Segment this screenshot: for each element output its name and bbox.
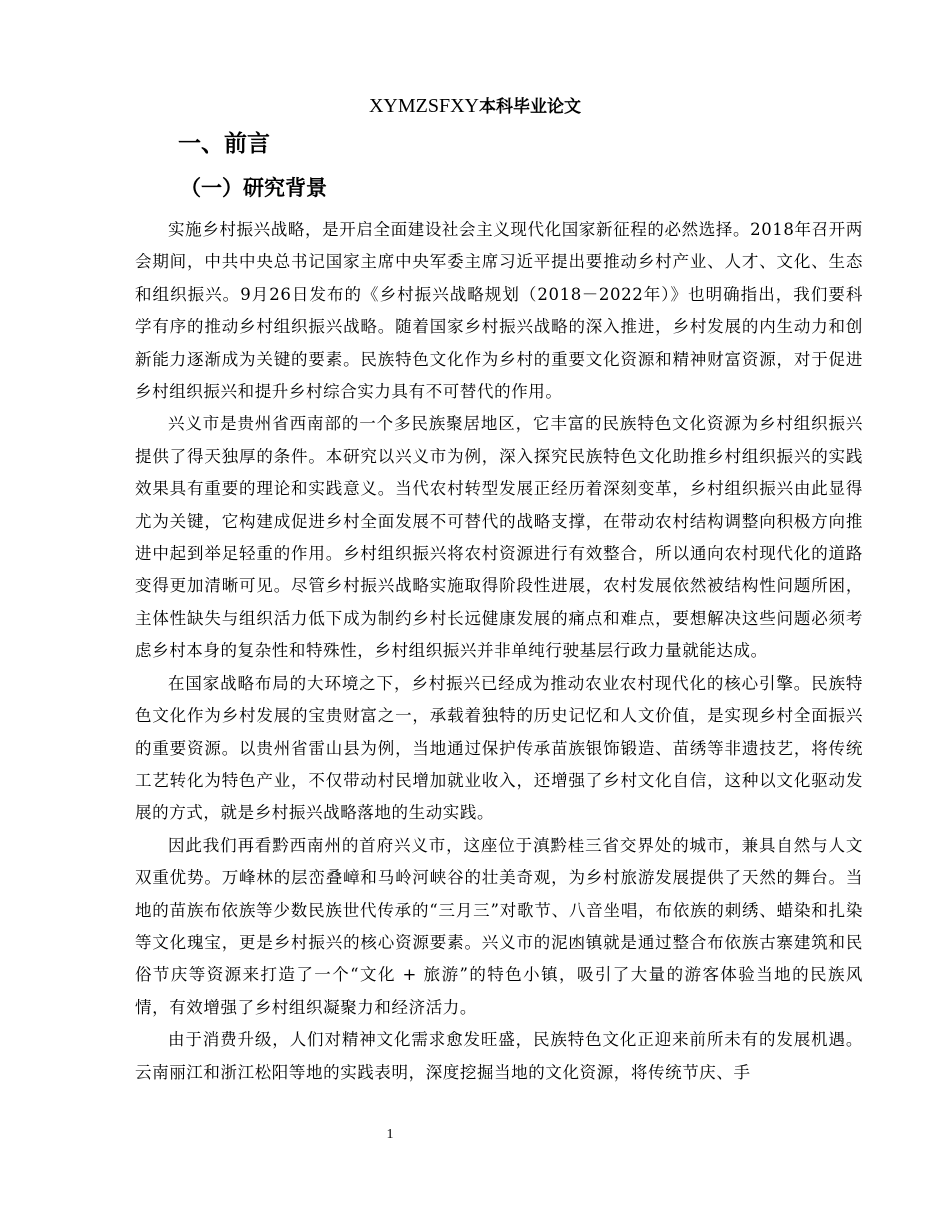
section-title: 一、前言 bbox=[178, 131, 270, 157]
body-text bbox=[135, 214, 863, 1089]
paragraph: 因此我们再看黔西南州的首府兴义市，这座位于滇黔桂三省交界处的城市，兼具自然与人文双重优势。万峰林的层峦叠嶂和马岭河峡谷的壮美奇观，为乡村旅游发展提供了天然的舞台。当地的苗族布依族等少数民族世代传承的“三月三”对歌节、八音坐唱，布依族的刺绣、蜡染和扎染等文化瑰宝，更是乡村振兴的核心资源要素。兴义市的泥凼镇就是通过整合布依族古寨建筑和民俗节庆等资源来打造了一个“文化 + 旅游”的特色小镇，吸引了大量的游客体验当地的民族风情，有效增强了乡村组织凝聚力和经济活力。 bbox=[135, 835, 863, 1017]
page-header bbox=[0, 92, 950, 120]
page-number: 1 bbox=[386, 1127, 394, 1142]
paragraph: 在国家战略布局的大环境之下，乡村振兴已经成为推动农业农村现代化的核心引擎。民族特色文化作为乡村发展的宝贵财富之一，承载着独特的历史记忆和人文价值，是实现乡村全面振兴的重要资源。以贵州省雷山县为例，当地通过保护传承苗族银饰锻造、苗绣等非遗技艺，将传统工艺转化为特色产业，不仅带动村民增加就业收入，还增强了乡村文化自信，这种以文化驱动发展的方式，就是乡村振兴战略落地的生动实践。 bbox=[135, 673, 863, 823]
paragraph: 兴义市是贵州省西南部的一个多民族聚居地区，它丰富的民族特色文化资源为乡村组织振兴提供了得天独厚的条件。本研究以兴义市为例，深入探究民族特色文化助推乡村组织振兴的实践效果具有重要的理论和实践意义。当代农村转型发展正经历着深刻变革，乡村组织振兴由此显得尤为关键，它构建成促进乡村全面发展不可替代的战略支撑，在带动农村结构调整向积极方向推进中起到举足轻重的作用。乡村组织振兴将农村资源进行有效整合，所以通向农村现代化的道路变得更加清晰可见。尽管乡村振兴战略实施取得阶段性进展，农村发展依然被结构性问题所困，主体性缺失与组织活力低下成为制约乡村长远健康发展的痛点和难点，要想解决这些问题必须考虑乡村本身的复杂性和特殊性，乡村组织振兴并非单纯行驶基层行政力量就能达成。 bbox=[135, 414, 863, 661]
paragraph: 实施乡村振兴战略，是开启全面建设社会主义现代化国家新征程的必然选择。2018年召开两会期间，中共中央总书记国家主席中央军委主席习近平提出要推动乡村产业、人才、文化、生态和组织振兴。9月26日发布的《乡村振兴战略规划（2018－2022年）》也明确指出，我们要科学有序的推动乡村组织振兴战略。随着国家乡村振兴战略的深入推进，乡村发展的内生动力和创新能力逐渐成为关键的要素。民族特色文化作为乡村的重要文化资源和精神财富资源，对于促进乡村组织振兴和提升乡村综合实力具有不可替代的作用。 bbox=[135, 220, 863, 402]
paragraph: 由于消费升级，人们对精神文化需求愈发旺盛，民族特色文化正迎来前所未有的发展机遇。云南丽江和浙江松阳等地的实践表明，深度挖掘当地的文化资源，将传统节庆、手 bbox=[135, 1030, 863, 1082]
subsection-title: （一）研究背景 bbox=[180, 176, 327, 200]
header-code: XYMZSFXY bbox=[368, 95, 480, 117]
header-label: 本科毕业论文 bbox=[479, 97, 582, 117]
